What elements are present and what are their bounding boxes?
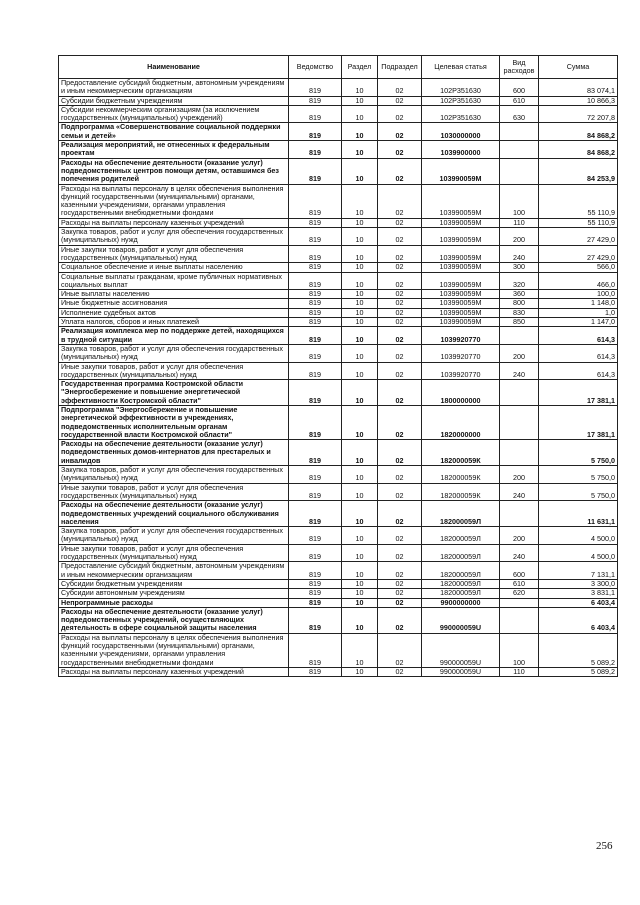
cell-sum: 83 074,1 bbox=[539, 79, 618, 97]
cell-vr: 850 bbox=[500, 318, 539, 327]
table-row bbox=[59, 263, 618, 272]
cell-vr: 240 bbox=[500, 362, 539, 380]
cell-name: Подпрограмма "Энергосбережение и повышение энергетической эффективности в учреждениях, подведомственных исполнительным органам государственной власти Костромской области" bbox=[59, 405, 289, 439]
cell-name: Закупка товаров, работ и услуг для обеспечения государственных (муниципальных) нужд bbox=[59, 466, 289, 484]
cell-dept: 819 bbox=[289, 272, 342, 290]
cell-vr: 240 bbox=[500, 245, 539, 263]
cell-name: Расходы на выплаты персоналу казенных учреждений bbox=[59, 667, 289, 676]
cell-name: Расходы на выплаты персоналу в целях обеспечения выполнения функций государственными (муниципальными) органами, казенными учреждениями, органами управления государственными внебюджетными фондами bbox=[59, 184, 289, 218]
cell-sum: 4 500,0 bbox=[539, 544, 618, 562]
cell-sum: 84 868,2 bbox=[539, 123, 618, 141]
cell-dept: 819 bbox=[289, 362, 342, 380]
table-row bbox=[59, 466, 618, 484]
cell-sec: 10 bbox=[342, 667, 378, 676]
table-row bbox=[59, 633, 618, 667]
cell-name: Подпрограмма «Совершенствование социальной поддержки семьи и детей» bbox=[59, 123, 289, 141]
cell-name: Иные закупки товаров, работ и услуг для обеспечения государственных (муниципальных) нужд bbox=[59, 483, 289, 501]
cell-vr bbox=[500, 607, 539, 633]
header-subsection: Подраздел bbox=[378, 56, 422, 79]
cell-sub: 02 bbox=[378, 527, 422, 545]
table-row bbox=[59, 483, 618, 501]
cell-target: 1800000000 bbox=[422, 380, 500, 406]
cell-sum: 3 831,1 bbox=[539, 589, 618, 598]
cell-sum: 11 631,1 bbox=[539, 501, 618, 527]
cell-name: Уплата налогов, сборов и иных платежей bbox=[59, 318, 289, 327]
cell-sec: 10 bbox=[342, 544, 378, 562]
cell-sub: 02 bbox=[378, 158, 422, 184]
header-target: Целевая статья bbox=[422, 56, 500, 79]
cell-dept: 819 bbox=[289, 141, 342, 159]
table-row bbox=[59, 344, 618, 362]
cell-target: 182000059Л bbox=[422, 501, 500, 527]
cell-target: 1039900000 bbox=[422, 141, 500, 159]
cell-sum: 614,3 bbox=[539, 327, 618, 345]
table-row bbox=[59, 380, 618, 406]
cell-sec: 10 bbox=[342, 380, 378, 406]
cell-target: 103990059М bbox=[422, 228, 500, 246]
cell-dept: 819 bbox=[289, 501, 342, 527]
cell-sum: 5 750,0 bbox=[539, 483, 618, 501]
cell-sub: 02 bbox=[378, 290, 422, 299]
cell-sum: 3 300,0 bbox=[539, 579, 618, 588]
cell-name: Расходы на обеспечение деятельности (оказание услуг) подведомственных домов-интернатов для престарелых и инвалидов bbox=[59, 440, 289, 466]
cell-vr: 800 bbox=[500, 299, 539, 308]
cell-sub: 02 bbox=[378, 562, 422, 580]
cell-sum: 5 089,2 bbox=[539, 667, 618, 676]
cell-target: 103990059М bbox=[422, 318, 500, 327]
cell-dept: 819 bbox=[289, 483, 342, 501]
cell-sec: 10 bbox=[342, 589, 378, 598]
table-row bbox=[59, 245, 618, 263]
cell-dept: 819 bbox=[289, 405, 342, 439]
cell-sub: 02 bbox=[378, 607, 422, 633]
cell-target: 102Р351630 bbox=[422, 105, 500, 123]
cell-sub: 02 bbox=[378, 405, 422, 439]
cell-dept: 819 bbox=[289, 440, 342, 466]
cell-name: Субсидии бюджетным учреждениям bbox=[59, 96, 289, 105]
cell-sec: 10 bbox=[342, 562, 378, 580]
cell-vr bbox=[500, 501, 539, 527]
cell-sum: 5 750,0 bbox=[539, 466, 618, 484]
cell-dept: 819 bbox=[289, 667, 342, 676]
cell-dept: 819 bbox=[289, 380, 342, 406]
cell-sub: 02 bbox=[378, 263, 422, 272]
cell-name: Расходы на обеспечение деятельности (оказание услуг) подведомственных центров помощи детям, оставшимся без попечения родителей bbox=[59, 158, 289, 184]
cell-vr: 300 bbox=[500, 263, 539, 272]
cell-dept: 819 bbox=[289, 589, 342, 598]
table-row bbox=[59, 527, 618, 545]
cell-sub: 02 bbox=[378, 380, 422, 406]
cell-sum: 1 147,0 bbox=[539, 318, 618, 327]
budget-table bbox=[58, 55, 618, 677]
cell-name: Социальные выплаты гражданам, кроме публичных нормативных социальных выплат bbox=[59, 272, 289, 290]
cell-name: Предоставление субсидий бюджетным, автономным учреждениям и иным некоммерческим организациям bbox=[59, 79, 289, 97]
cell-sub: 02 bbox=[378, 344, 422, 362]
cell-sub: 02 bbox=[378, 440, 422, 466]
cell-sum: 72 207,8 bbox=[539, 105, 618, 123]
cell-vr: 830 bbox=[500, 308, 539, 317]
header-exptype: Вид расходов bbox=[500, 56, 539, 79]
cell-target: 182000059К bbox=[422, 466, 500, 484]
cell-vr bbox=[500, 158, 539, 184]
cell-vr bbox=[500, 598, 539, 607]
cell-vr: 240 bbox=[500, 544, 539, 562]
cell-target: 182000059Л bbox=[422, 579, 500, 588]
cell-sum: 614,3 bbox=[539, 362, 618, 380]
cell-sum: 466,0 bbox=[539, 272, 618, 290]
cell-target: 182000059Л bbox=[422, 527, 500, 545]
cell-sec: 10 bbox=[342, 527, 378, 545]
cell-name: Государственная программа Костромской области "Энергосбережение и повышение энергетической эффективности Костромской области" bbox=[59, 380, 289, 406]
cell-vr: 100 bbox=[500, 633, 539, 667]
cell-vr: 110 bbox=[500, 218, 539, 227]
cell-sub: 02 bbox=[378, 544, 422, 562]
cell-dept: 819 bbox=[289, 158, 342, 184]
cell-sum: 100,0 bbox=[539, 290, 618, 299]
table-row bbox=[59, 158, 618, 184]
cell-dept: 819 bbox=[289, 607, 342, 633]
cell-name: Иные выплаты населению bbox=[59, 290, 289, 299]
cell-sec: 10 bbox=[342, 184, 378, 218]
table-row bbox=[59, 272, 618, 290]
cell-sub: 02 bbox=[378, 141, 422, 159]
cell-vr: 610 bbox=[500, 579, 539, 588]
cell-dept: 819 bbox=[289, 96, 342, 105]
cell-sec: 10 bbox=[342, 466, 378, 484]
cell-vr: 320 bbox=[500, 272, 539, 290]
table-row bbox=[59, 79, 618, 97]
cell-name: Расходы на обеспечение деятельности (оказание услуг) подведомственных учреждений социального обслуживания населения bbox=[59, 501, 289, 527]
table-row bbox=[59, 318, 618, 327]
cell-vr: 620 bbox=[500, 589, 539, 598]
table-row bbox=[59, 327, 618, 345]
cell-name: Закупка товаров, работ и услуг для обеспечения государственных (муниципальных) нужд bbox=[59, 344, 289, 362]
cell-sec: 10 bbox=[342, 318, 378, 327]
cell-sum: 5 750,0 bbox=[539, 440, 618, 466]
table-row bbox=[59, 405, 618, 439]
cell-name: Иные закупки товаров, работ и услуг для обеспечения государственных (муниципальных) нужд bbox=[59, 544, 289, 562]
cell-dept: 819 bbox=[289, 318, 342, 327]
cell-sub: 02 bbox=[378, 272, 422, 290]
cell-name: Исполнение судебных актов bbox=[59, 308, 289, 317]
cell-name: Социальное обеспечение и иные выплаты населению bbox=[59, 263, 289, 272]
cell-sum: 614,3 bbox=[539, 344, 618, 362]
cell-target: 103990059М bbox=[422, 158, 500, 184]
cell-target: 182000059Л bbox=[422, 562, 500, 580]
cell-sum: 17 381,1 bbox=[539, 380, 618, 406]
cell-sum: 27 429,0 bbox=[539, 245, 618, 263]
cell-vr: 200 bbox=[500, 466, 539, 484]
table-row bbox=[59, 667, 618, 676]
table-row bbox=[59, 105, 618, 123]
cell-sec: 10 bbox=[342, 105, 378, 123]
table-row bbox=[59, 123, 618, 141]
cell-name: Реализация комплекса мер по поддержке детей, находящихся в трудной ситуации bbox=[59, 327, 289, 345]
table-row bbox=[59, 598, 618, 607]
cell-sub: 02 bbox=[378, 633, 422, 667]
cell-sec: 10 bbox=[342, 272, 378, 290]
cell-name: Реализация мероприятий, не отнесенных к федеральным проектам bbox=[59, 141, 289, 159]
cell-vr: 600 bbox=[500, 79, 539, 97]
cell-name: Непрограммные расходы bbox=[59, 598, 289, 607]
header-sum: Сумма bbox=[539, 56, 618, 79]
cell-name: Предоставление субсидий бюджетным, автономным учреждениям и иным некоммерческим организациям bbox=[59, 562, 289, 580]
cell-vr: 600 bbox=[500, 562, 539, 580]
cell-name: Расходы на выплаты персоналу казенных учреждений bbox=[59, 218, 289, 227]
cell-target: 1039920770 bbox=[422, 327, 500, 345]
table-body bbox=[59, 79, 618, 677]
cell-dept: 819 bbox=[289, 562, 342, 580]
cell-dept: 819 bbox=[289, 299, 342, 308]
cell-sum: 55 110,9 bbox=[539, 218, 618, 227]
cell-target: 103990059М bbox=[422, 245, 500, 263]
cell-name: Иные закупки товаров, работ и услуг для обеспечения государственных (муниципальных) нужд bbox=[59, 245, 289, 263]
cell-sub: 02 bbox=[378, 579, 422, 588]
cell-sub: 02 bbox=[378, 667, 422, 676]
cell-sum: 7 131,1 bbox=[539, 562, 618, 580]
cell-vr bbox=[500, 380, 539, 406]
cell-vr bbox=[500, 405, 539, 439]
cell-target: 103990059М bbox=[422, 308, 500, 317]
cell-sum: 55 110,9 bbox=[539, 184, 618, 218]
cell-sum: 1 148,0 bbox=[539, 299, 618, 308]
table-row bbox=[59, 308, 618, 317]
table-row bbox=[59, 501, 618, 527]
cell-target: 102Р351630 bbox=[422, 79, 500, 97]
cell-sec: 10 bbox=[342, 141, 378, 159]
cell-sec: 10 bbox=[342, 607, 378, 633]
cell-sum: 84 253,9 bbox=[539, 158, 618, 184]
cell-vr: 610 bbox=[500, 96, 539, 105]
cell-sub: 02 bbox=[378, 184, 422, 218]
table-row bbox=[59, 299, 618, 308]
cell-target: 990000059U bbox=[422, 607, 500, 633]
cell-sec: 10 bbox=[342, 405, 378, 439]
cell-sum: 10 866,3 bbox=[539, 96, 618, 105]
cell-sec: 10 bbox=[342, 158, 378, 184]
cell-vr: 110 bbox=[500, 667, 539, 676]
header-name: Наименование bbox=[59, 56, 289, 79]
cell-target: 103990059М bbox=[422, 184, 500, 218]
table-row bbox=[59, 579, 618, 588]
table-row bbox=[59, 607, 618, 633]
cell-dept: 819 bbox=[289, 290, 342, 299]
cell-target: 102Р351630 bbox=[422, 96, 500, 105]
cell-sum: 5 089,2 bbox=[539, 633, 618, 667]
table-row bbox=[59, 562, 618, 580]
cell-vr: 200 bbox=[500, 228, 539, 246]
cell-name: Субсидии некоммерческим организациям (за исключением государственных (муниципальных) учреждений) bbox=[59, 105, 289, 123]
cell-dept: 819 bbox=[289, 527, 342, 545]
cell-sub: 02 bbox=[378, 79, 422, 97]
cell-dept: 819 bbox=[289, 579, 342, 588]
cell-sub: 02 bbox=[378, 362, 422, 380]
cell-target: 1030000000 bbox=[422, 123, 500, 141]
cell-sub: 02 bbox=[378, 105, 422, 123]
cell-target: 1820000000 bbox=[422, 405, 500, 439]
table-row bbox=[59, 141, 618, 159]
cell-sub: 02 bbox=[378, 218, 422, 227]
cell-sec: 10 bbox=[342, 263, 378, 272]
cell-target: 103990059М bbox=[422, 263, 500, 272]
table-row bbox=[59, 589, 618, 598]
cell-sec: 10 bbox=[342, 228, 378, 246]
cell-sec: 10 bbox=[342, 245, 378, 263]
cell-dept: 819 bbox=[289, 327, 342, 345]
cell-dept: 819 bbox=[289, 123, 342, 141]
cell-target: 182000059Л bbox=[422, 589, 500, 598]
cell-target: 1039920770 bbox=[422, 362, 500, 380]
cell-vr bbox=[500, 440, 539, 466]
cell-target: 182000059К bbox=[422, 440, 500, 466]
cell-sub: 02 bbox=[378, 483, 422, 501]
cell-target: 1039920770 bbox=[422, 344, 500, 362]
cell-name: Субсидии бюджетным учреждениям bbox=[59, 579, 289, 588]
cell-dept: 819 bbox=[289, 105, 342, 123]
cell-vr bbox=[500, 141, 539, 159]
cell-target: 103990059М bbox=[422, 218, 500, 227]
cell-sub: 02 bbox=[378, 123, 422, 141]
cell-sec: 10 bbox=[342, 598, 378, 607]
cell-dept: 819 bbox=[289, 598, 342, 607]
cell-sec: 10 bbox=[342, 440, 378, 466]
cell-dept: 819 bbox=[289, 466, 342, 484]
cell-name: Иные бюджетные ассигнования bbox=[59, 299, 289, 308]
cell-vr: 360 bbox=[500, 290, 539, 299]
cell-sec: 10 bbox=[342, 633, 378, 667]
cell-sum: 4 500,0 bbox=[539, 527, 618, 545]
cell-sec: 10 bbox=[342, 483, 378, 501]
cell-sub: 02 bbox=[378, 318, 422, 327]
cell-target: 182000059Л bbox=[422, 544, 500, 562]
table-row bbox=[59, 228, 618, 246]
cell-dept: 819 bbox=[289, 633, 342, 667]
cell-sub: 02 bbox=[378, 299, 422, 308]
cell-dept: 819 bbox=[289, 344, 342, 362]
cell-sub: 02 bbox=[378, 308, 422, 317]
table-row bbox=[59, 218, 618, 227]
cell-dept: 819 bbox=[289, 218, 342, 227]
cell-sec: 10 bbox=[342, 344, 378, 362]
table-row bbox=[59, 440, 618, 466]
cell-sum: 27 429,0 bbox=[539, 228, 618, 246]
cell-vr bbox=[500, 327, 539, 345]
cell-name: Иные закупки товаров, работ и услуг для обеспечения государственных (муниципальных) нужд bbox=[59, 362, 289, 380]
table-header-row bbox=[59, 56, 618, 79]
cell-dept: 819 bbox=[289, 184, 342, 218]
cell-target: 103990059М bbox=[422, 299, 500, 308]
cell-vr bbox=[500, 123, 539, 141]
header-section: Раздел bbox=[342, 56, 378, 79]
cell-vr: 100 bbox=[500, 184, 539, 218]
cell-name: Расходы на выплаты персоналу в целях обеспечения выполнения функций государственными (муниципальными) органами, казенными учреждениями, органами управления государственными внебюджетными фондами bbox=[59, 633, 289, 667]
cell-dept: 819 bbox=[289, 308, 342, 317]
cell-sum: 6 403,4 bbox=[539, 598, 618, 607]
table-row bbox=[59, 544, 618, 562]
cell-sub: 02 bbox=[378, 327, 422, 345]
cell-dept: 819 bbox=[289, 544, 342, 562]
cell-name: Закупка товаров, работ и услуг для обеспечения государственных (муниципальных) нужд bbox=[59, 228, 289, 246]
cell-target: 103990059М bbox=[422, 272, 500, 290]
cell-target: 990000059U bbox=[422, 667, 500, 676]
cell-name: Субсидии автономным учреждениям bbox=[59, 589, 289, 598]
cell-sum: 17 381,1 bbox=[539, 405, 618, 439]
cell-sec: 10 bbox=[342, 96, 378, 105]
cell-name: Расходы на обеспечение деятельности (оказание услуг) подведомственных учреждений, осуществляющих деятельность в сфере социальной защиты населения bbox=[59, 607, 289, 633]
cell-sec: 10 bbox=[342, 79, 378, 97]
table-row bbox=[59, 184, 618, 218]
cell-sub: 02 bbox=[378, 228, 422, 246]
cell-vr: 240 bbox=[500, 483, 539, 501]
cell-sec: 10 bbox=[342, 501, 378, 527]
cell-sec: 10 bbox=[342, 579, 378, 588]
cell-sum: 566,0 bbox=[539, 263, 618, 272]
header-dept: Ведомство bbox=[289, 56, 342, 79]
cell-sec: 10 bbox=[342, 290, 378, 299]
cell-sec: 10 bbox=[342, 327, 378, 345]
cell-sec: 10 bbox=[342, 308, 378, 317]
cell-sec: 10 bbox=[342, 299, 378, 308]
cell-dept: 819 bbox=[289, 228, 342, 246]
cell-vr: 200 bbox=[500, 344, 539, 362]
cell-sec: 10 bbox=[342, 123, 378, 141]
cell-sum: 1,0 bbox=[539, 308, 618, 317]
table-row bbox=[59, 362, 618, 380]
table-row bbox=[59, 96, 618, 105]
page-number: 256 bbox=[596, 840, 613, 852]
cell-sub: 02 bbox=[378, 466, 422, 484]
cell-vr: 630 bbox=[500, 105, 539, 123]
cell-sum: 84 868,2 bbox=[539, 141, 618, 159]
cell-target: 103990059М bbox=[422, 290, 500, 299]
cell-sub: 02 bbox=[378, 245, 422, 263]
cell-sub: 02 bbox=[378, 96, 422, 105]
cell-sub: 02 bbox=[378, 589, 422, 598]
cell-sub: 02 bbox=[378, 598, 422, 607]
cell-dept: 819 bbox=[289, 245, 342, 263]
cell-name: Закупка товаров, работ и услуг для обеспечения государственных (муниципальных) нужд bbox=[59, 527, 289, 545]
cell-vr: 200 bbox=[500, 527, 539, 545]
cell-dept: 819 bbox=[289, 79, 342, 97]
cell-sub: 02 bbox=[378, 501, 422, 527]
cell-sec: 10 bbox=[342, 362, 378, 380]
table-row bbox=[59, 290, 618, 299]
cell-sec: 10 bbox=[342, 218, 378, 227]
cell-dept: 819 bbox=[289, 263, 342, 272]
cell-target: 9900000000 bbox=[422, 598, 500, 607]
cell-target: 182000059К bbox=[422, 483, 500, 501]
cell-sum: 6 403,4 bbox=[539, 607, 618, 633]
cell-target: 990000059U bbox=[422, 633, 500, 667]
